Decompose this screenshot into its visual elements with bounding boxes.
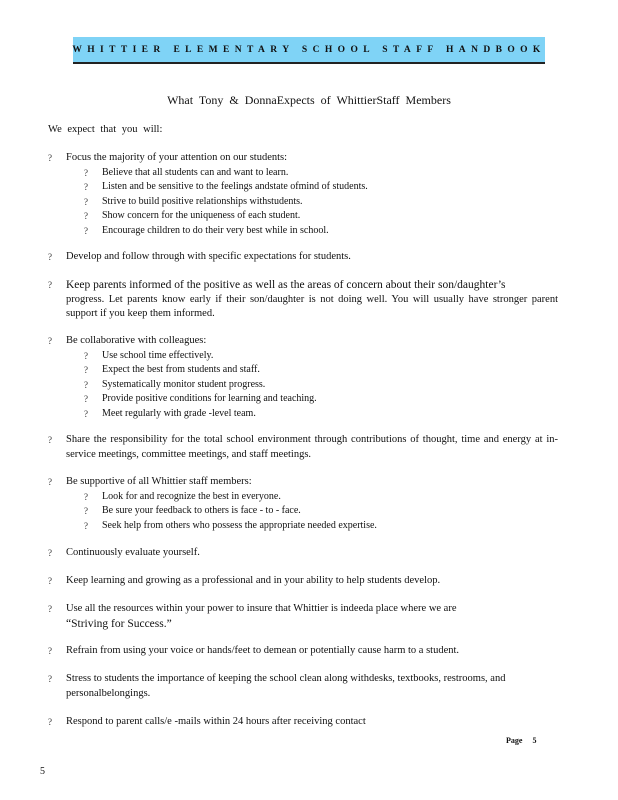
bullet-icon: ? xyxy=(48,477,52,487)
bullet-icon: ? xyxy=(48,336,52,346)
sub-item-text: Believe that all students can and want to learn. xyxy=(102,166,289,178)
bullet-icon: ? xyxy=(84,196,88,207)
header-title: WHITTIER ELEMENTARY SCHOOL STAFF HANDBOOK xyxy=(72,44,546,55)
sub-item xyxy=(66,519,558,534)
list-item-evaluate xyxy=(48,546,558,561)
sub-item xyxy=(66,166,558,181)
sub-item-text: Systematically monitor student progress. xyxy=(102,378,266,390)
sub-item-text: Meet regularly with grade -level team. xyxy=(102,407,256,419)
item-text: Develop and follow through with specific expectations for students. xyxy=(66,251,351,262)
sub-item xyxy=(66,490,558,505)
bullet-icon: ? xyxy=(84,225,88,236)
sub-item xyxy=(66,349,558,364)
item-text: Stress to students the importance of keeping the school clean along withdesks, textbooks, restrooms, and personalbelongings. xyxy=(66,673,506,699)
page-number: 5 xyxy=(40,766,45,777)
list-item-keep-learning xyxy=(48,574,558,589)
list-item-use-resources xyxy=(48,602,558,631)
page-label: Page 5 xyxy=(506,736,537,745)
sub-item-text: Expect the best from students and staff. xyxy=(102,364,260,375)
bullet-icon: ? xyxy=(48,153,52,163)
list-item-collaborative xyxy=(48,334,558,421)
sub-item-text: Use school time effectively. xyxy=(102,349,214,361)
bullet-icon: ? xyxy=(48,646,52,656)
item-text: Respond to parent calls/e -mails within 24 hours after receiving contact xyxy=(66,716,366,727)
bullet-icon: ? xyxy=(48,252,52,262)
sub-item xyxy=(66,224,558,239)
sub-item-text: Provide positive conditions for learning and teaching. xyxy=(102,393,317,404)
bullet-icon: ? xyxy=(84,350,88,361)
sub-item xyxy=(66,363,558,378)
header-bar xyxy=(73,37,545,64)
sub-item-text: Strive to build positive relationships withstudents. xyxy=(102,195,303,207)
bullet-icon: ? xyxy=(84,394,88,404)
bullet-icon: ? xyxy=(48,604,52,614)
bullet-icon: ? xyxy=(48,280,52,290)
sub-item xyxy=(66,209,558,224)
bullet-icon: ? xyxy=(48,548,52,558)
list-item-keep-parents-informed xyxy=(48,278,558,322)
bullet-icon: ? xyxy=(48,576,52,586)
item-text: Continuously evaluate yourself. xyxy=(66,547,200,558)
item-text: Be collaborative with colleagues: xyxy=(66,335,207,346)
sub-item-text: Listen and be sensitive to the feelings andstate ofmind of students. xyxy=(102,181,368,192)
list-item-focus xyxy=(48,151,558,238)
bullet-icon: ? xyxy=(84,379,88,390)
item-text: Use all the resources within your power to insure that Whittier is indeeda place where we are xyxy=(66,603,457,614)
intro-text: We expect that you will: xyxy=(48,124,163,135)
bullet-icon: ? xyxy=(84,408,88,419)
item-text: Keep learning and growing as a professional and in your ability to help students develop. xyxy=(66,575,441,586)
bullet-icon: ? xyxy=(84,491,88,502)
item-text: Refrain from using your voice or hands/feet to demean or potentially cause harm to a student. xyxy=(66,645,460,656)
item-text: Focus the majority of your attention on our students: xyxy=(66,152,288,163)
bullet-icon: ? xyxy=(48,435,52,445)
sub-item-text: Encourage children to do their very best while in school. xyxy=(102,224,329,236)
sub-item xyxy=(66,504,558,519)
list-item-develop xyxy=(48,250,558,265)
bullet-icon: ? xyxy=(84,520,88,531)
bullet-icon: ? xyxy=(84,182,88,192)
bullet-icon: ? xyxy=(84,211,88,221)
sub-item xyxy=(66,392,558,407)
sub-item-text: Seek help from others who possess the appropriate needed expertise. xyxy=(102,519,377,531)
sub-item xyxy=(66,378,558,393)
sub-item xyxy=(66,407,558,422)
list-item-supportive xyxy=(48,475,558,533)
bullet-icon: ? xyxy=(84,167,88,178)
list-item-stress-clean xyxy=(48,672,558,701)
list-item-refrain xyxy=(48,644,558,659)
list-item-respond xyxy=(48,715,558,730)
bullet-icon: ? xyxy=(48,717,52,727)
item-text: progress. Let parents know early if their son/daughter is not doing well. You will usually have stronger parent support if you keep them informed. xyxy=(66,293,558,319)
item-text: Be supportive of all Whittier staff members: xyxy=(66,476,252,487)
bullet-icon: ? xyxy=(84,506,88,516)
sub-item xyxy=(66,195,558,210)
sub-item xyxy=(66,180,558,195)
sub-item-text: Show concern for the uniqueness of each student. xyxy=(102,210,301,221)
item-text: Share the responsibility for the total school environment through contributions of thought, time and energy at in-service meetings, committee meetings, and staff meetings. xyxy=(66,434,558,460)
sub-item-text: Be sure your feedback to others is face - to - face. xyxy=(102,505,301,516)
document-title: What Tony & DonnaExpects of WhittierStaff Members xyxy=(167,93,451,107)
bullet-icon: ? xyxy=(48,674,52,684)
list-item-share-responsibility xyxy=(48,433,558,462)
item-text-lead: Keep parents informed of the positive as well as the areas of concern about their son/daughter’s xyxy=(66,279,506,291)
item-text-motto: “Striving for Success.” xyxy=(66,617,172,630)
sub-item-text: Look for and recognize the best in everyone. xyxy=(102,490,281,502)
bullet-icon: ? xyxy=(84,365,88,375)
